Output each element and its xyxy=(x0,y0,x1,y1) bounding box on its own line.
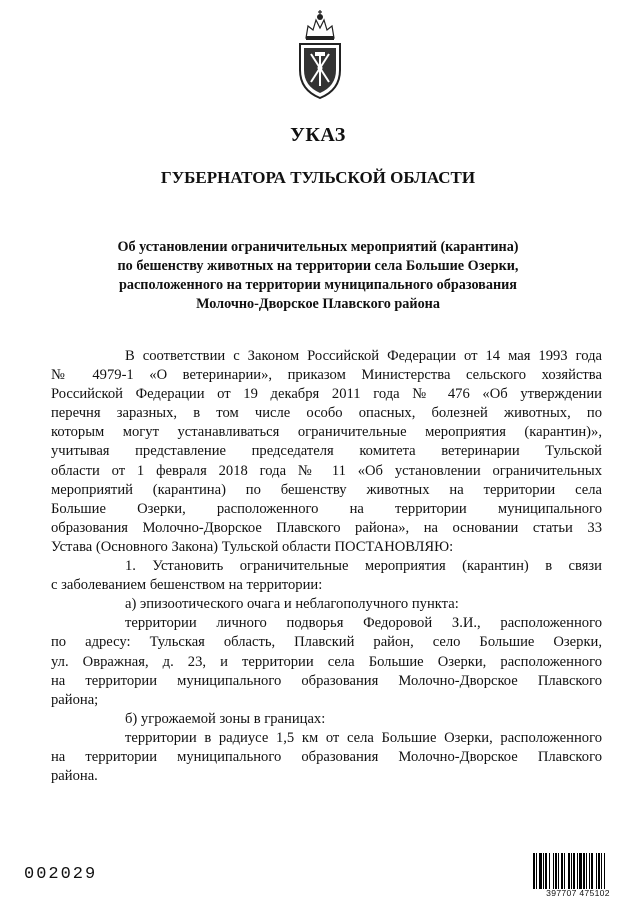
body-line: района. xyxy=(51,768,98,785)
body-line: 1. Установить ограничительные мероприятия (карантин) в связи xyxy=(125,558,602,575)
body-line: перечня заразных, в том числе особо опасных, болезней животных, по xyxy=(51,405,602,422)
body-line: с заболеванием бешенством на территории: xyxy=(51,577,323,594)
registration-number: 002029 xyxy=(24,865,98,884)
document-title: УКАЗ xyxy=(290,124,346,146)
body-line: на территории муниципального образования Молочно-Дворское Плавского xyxy=(51,672,602,689)
body-line: № 4979-1 «О ветеринарии», приказом Министерства сельского хозяйства xyxy=(51,367,602,384)
body-line: на территории муниципального образования Молочно-Дворское Плавского xyxy=(51,748,602,765)
body-line: Российской Федерации от 19 декабря 2011 года № 476 «Об утверждении xyxy=(51,386,602,403)
body-line: образования Молочно-Дворское Плавского района», на основании статьи 33 xyxy=(51,519,602,536)
subject-line: Об установлении ограничительных мероприятий (карантина) xyxy=(117,239,519,255)
body-line: а) эпизоотического очага и неблагополучного пункта: xyxy=(125,596,459,613)
body-line: территории личного подворья Федоровой З.И., расположенного xyxy=(125,615,602,632)
barcode-number: 397707 475102 xyxy=(546,888,610,898)
document-subtitle: ГУБЕРНАТОРА ТУЛЬСКОЙ ОБЛАСТИ xyxy=(160,168,476,187)
body-line: ул. Овражная, д. 23, и территории села Большие Озерки, расположенного xyxy=(51,653,602,670)
body-line: по адресу: Тульская область, Плавский район, село Большие Озерки, xyxy=(51,634,602,651)
body-line: территории в радиусе 1,5 км от села Большие Озерки, расположенного xyxy=(125,729,602,746)
subject-line: расположенного на территории муниципального образования xyxy=(119,277,517,293)
body-line: которым могут устанавливаться ограничительные мероприятия (карантин)», xyxy=(51,424,602,441)
barcode-icon xyxy=(532,853,624,891)
body-line: б) угрожаемой зоны в границах: xyxy=(125,710,326,727)
body-line: учитывая представление председателя комитета ветеринарии Тульской xyxy=(51,443,602,460)
body-line: мероприятий (карантина) по бешенству животных на территории села xyxy=(51,481,602,498)
body-line: области от 1 февраля 2018 года № 11 «Об установлении ограничительных xyxy=(51,462,602,479)
body-line: Устава (Основного Закона) Тульской области ПОСТАНОВЛЯЮ: xyxy=(51,538,454,555)
tula-region-coat-of-arms-icon xyxy=(296,8,344,100)
decree-subject xyxy=(60,238,576,314)
decree-body xyxy=(51,347,602,786)
subject-line: Молочно-Дворское Плавского района xyxy=(196,296,440,312)
subject-line: по бешенству животных на территории села Большие Озерки, xyxy=(117,258,519,274)
body-line: Большие Озерки, расположенного на территории муниципального xyxy=(51,500,602,517)
body-line: В соответствии с Законом Российской Федерации от 14 мая 1993 года xyxy=(125,348,602,364)
body-line: района; xyxy=(51,691,99,708)
